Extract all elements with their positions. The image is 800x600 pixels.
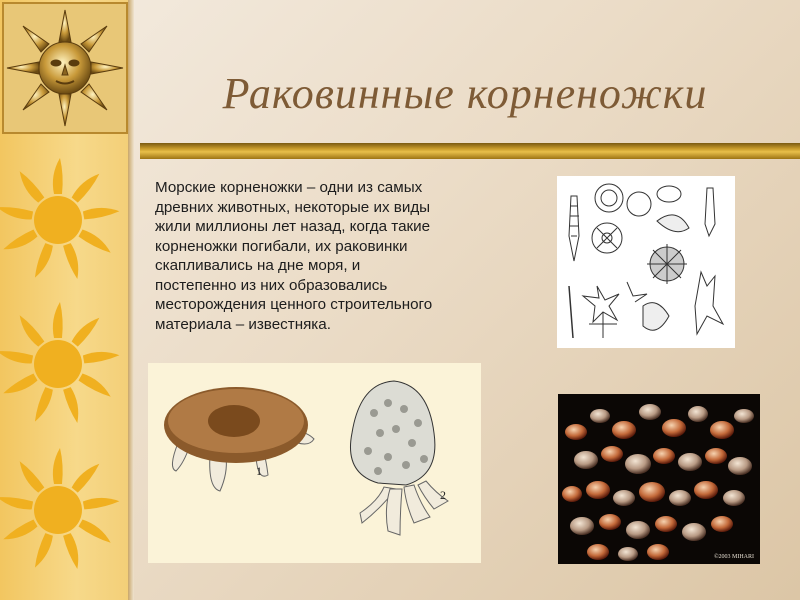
body-line: материала – известняка. (155, 315, 331, 333)
sun-icon (0, 146, 128, 296)
body-line: жили миллионы лет назад, когда такие (155, 218, 431, 235)
shells-photo (558, 394, 760, 564)
sun-face-logo (2, 2, 128, 134)
slide-title: Раковинные корненожки (222, 69, 708, 118)
sun-icon (0, 290, 128, 440)
body-line: древних животных, некоторые их виды (155, 198, 431, 216)
body-line: скапливались на дне моря, и (155, 257, 361, 274)
body-line: месторождения ценного строительного (155, 296, 433, 313)
figure-label-2: 2 (440, 488, 446, 502)
body-line: Морские корненожки – одни из самых (155, 179, 423, 196)
title-underline-bar (140, 143, 800, 159)
body-paragraph (155, 178, 495, 334)
body-line: постепенно из них образовались (155, 276, 388, 294)
shelled-amoeba-illustration (148, 363, 481, 563)
body-line: корненожки погибали, их раковинки (155, 237, 408, 255)
figure-label-1: 1 (256, 464, 262, 478)
sidebar-edge (128, 0, 134, 600)
sun-icon (0, 436, 128, 586)
photo-watermark: ©2003 MIHARI (713, 554, 754, 560)
foraminifera-drawings-image (557, 176, 735, 348)
